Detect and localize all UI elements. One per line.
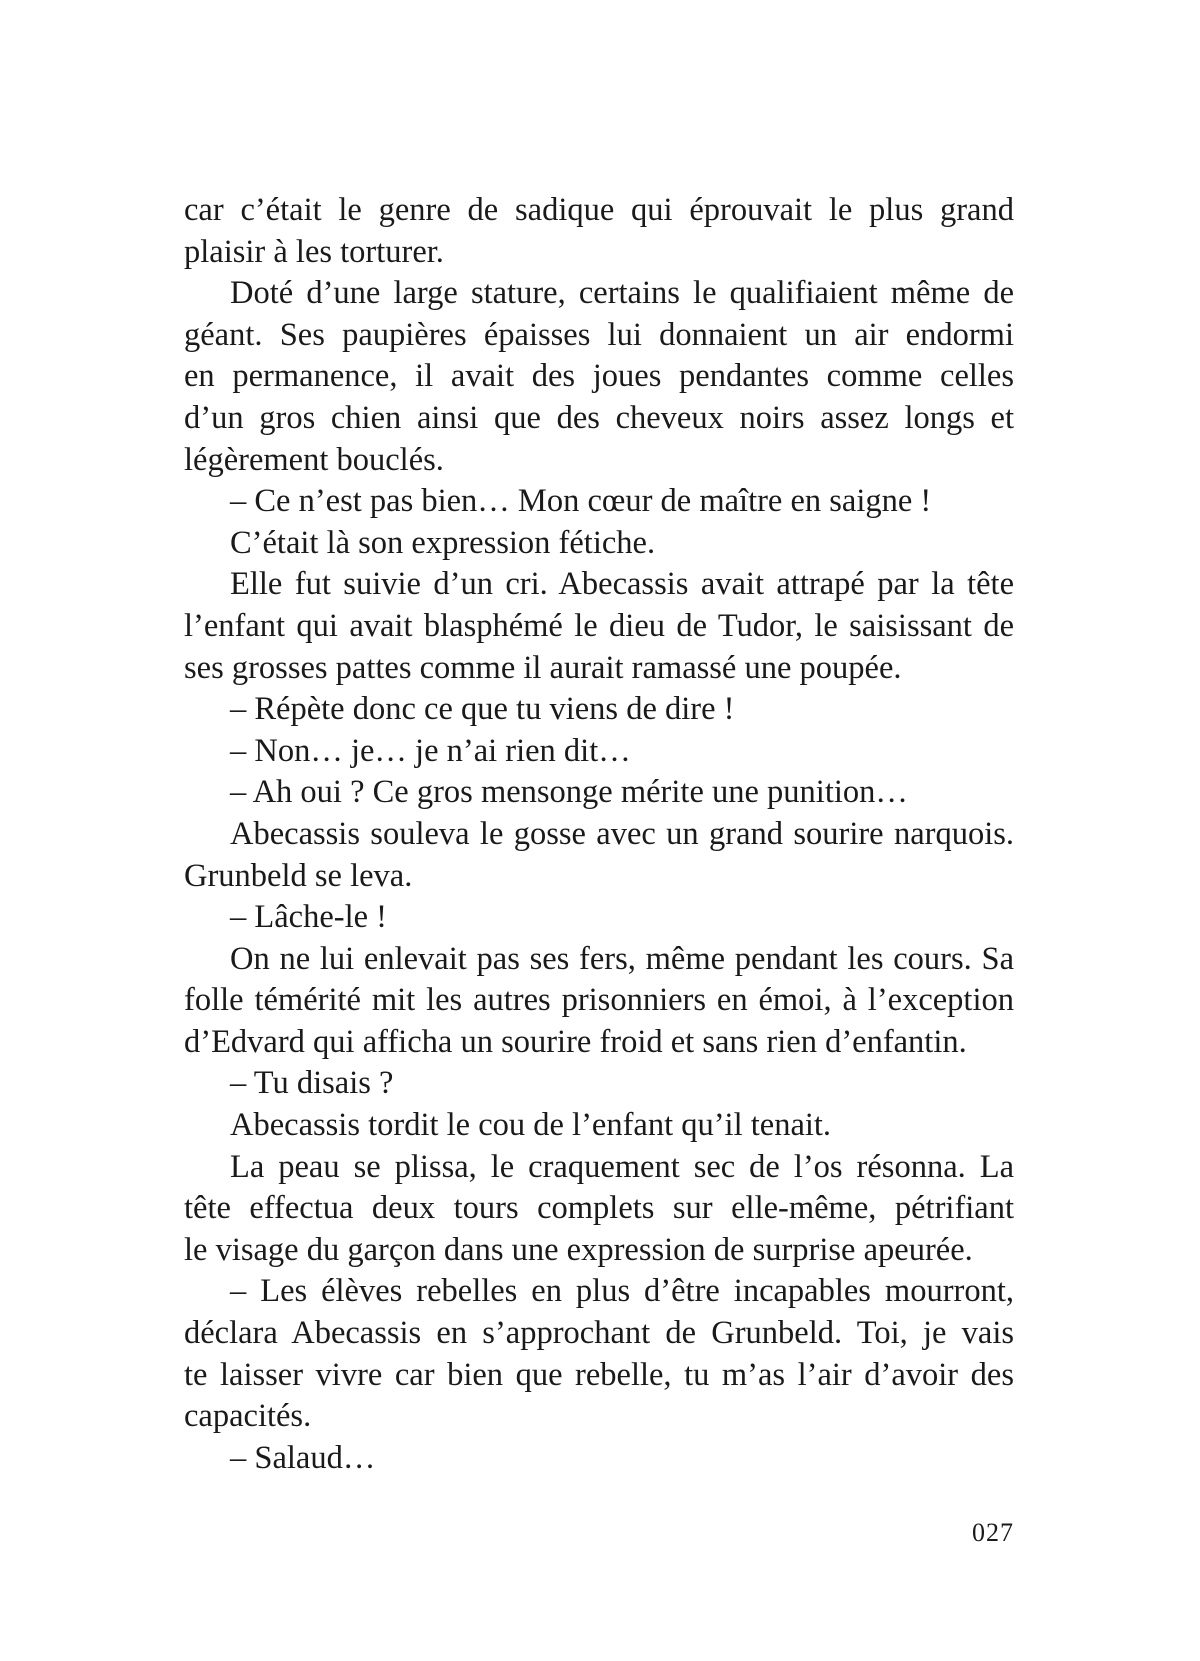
text-line: – Tu disais ? [230, 1065, 394, 1102]
text-line: Abecassis tordit le cou de l’enfant qu’il tenait. [230, 1107, 832, 1144]
body-text [184, 190, 1014, 1479]
text-line: l’enfant qui avait blasphémé le dieu de Tudor, le saisissant de [184, 607, 1014, 644]
text-line: – Ce n’est pas bien… Mon cœur de maître en saigne ! [230, 483, 932, 520]
text-line: car c’était le genre de sadique qui éprouvait le plus grand [184, 192, 1014, 228]
text-line: – Salaud… [230, 1439, 376, 1476]
text-line: Elle fut suivie d’un cri. Abecassis avait attrapé par la tête [230, 566, 1014, 603]
text-line: tête effectua deux tours complets sur elle-même, pétrifiant [184, 1190, 1014, 1227]
page-number: 027 [972, 1518, 1014, 1547]
text-line: géant. Ses paupières épaisses lui donnaient un air endormi [184, 316, 1014, 353]
text-line: en permanence, il avait des joues pendantes comme celles [184, 358, 1014, 395]
text-line: capacités. [184, 1398, 312, 1435]
text-line: déclara Abecassis en s’approchant de Grunbeld. Toi, je vais [184, 1315, 1014, 1352]
text-line: – Répète donc ce que tu viens de dire ! [230, 691, 735, 728]
text-line: le visage du garçon dans une expression de surprise apeurée. [184, 1231, 973, 1268]
text-line: te laisser vivre car bien que rebelle, tu m’as l’air d’avoir des [184, 1356, 1014, 1393]
text-line: d’Edvard qui afficha un sourire froid et sans rien d’enfantin. [184, 1023, 967, 1060]
text-line: On ne lui enlevait pas ses fers, même pendant les cours. Sa [230, 940, 1014, 977]
text-line: – Les élèves rebelles en plus d’être incapables mourront, [230, 1273, 1014, 1310]
text-line: – Lâche-le ! [230, 899, 387, 936]
text-line: La peau se plissa, le craquement sec de l’os résonna. La [230, 1148, 1014, 1185]
text-line: – Ah oui ? Ce gros mensonge mérite une punition… [230, 774, 908, 811]
text-line: folle témérité mit les autres prisonniers en émoi, à l’exception [184, 982, 1014, 1019]
text-line: Doté d’une large stature, certains le qualifiaient même de [230, 275, 1014, 312]
text-line: légèrement bouclés. [184, 441, 444, 478]
text-line: d’un gros chien ainsi que des cheveux noirs assez longs et [184, 399, 1014, 436]
text-line: ses grosses pattes comme il aurait ramassé une poupée. [184, 649, 902, 686]
text-line: – Non… je… je n’ai rien dit… [230, 732, 631, 769]
text-line: Grunbeld se leva. [184, 857, 413, 894]
text-line: Abecassis souleva le gosse avec un grand sourire narquois. [230, 815, 1014, 852]
text-line: plaisir à les torturer. [184, 233, 444, 270]
text-line: C’était là son expression fétiche. [230, 524, 656, 561]
